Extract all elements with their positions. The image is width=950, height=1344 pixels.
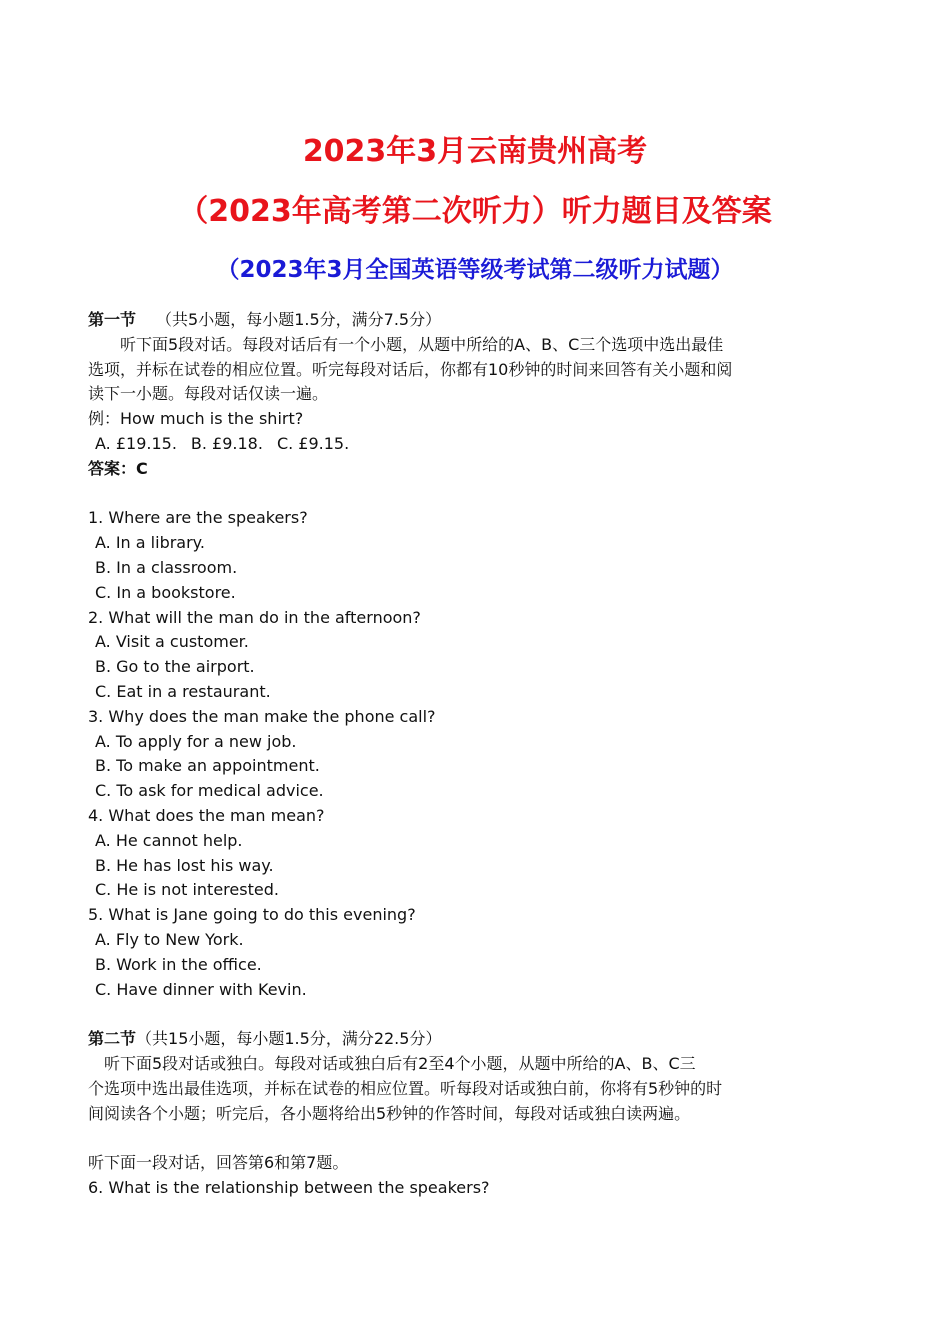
option-c: C. To ask for medical advice. [95, 781, 324, 801]
question-text: 3. Why does the man make the phone call? [88, 706, 436, 726]
page-title-line2: （2023年高考第二次听力）听力题目及答案 [178, 194, 772, 229]
question-block [88, 506, 863, 605]
question-block [88, 903, 863, 1002]
spacer [88, 482, 863, 507]
option-b: B. He has lost his way. [95, 855, 274, 875]
example-question-text: How much is the shirt? [120, 409, 304, 429]
section2-instructions-2: 个选项中选出最佳选项，并标在试卷的相应位置。听每段对话或独白前，你将有5秒钟的时 [88, 1078, 723, 1098]
option-a: A. Fly to New York. [95, 929, 244, 949]
section2-instructions-3: 间阅读各个小题；听完后，各小题将给出5秒钟的作答时间，每段对话或独白读两遍。 [88, 1103, 691, 1123]
section2-instructions-1: 听下面5段对话或独白。每段对话或独白后有2至4个小题，从题中所给的A、B、C三 [104, 1053, 696, 1073]
question-block [88, 705, 863, 804]
option-a: A. Visit a customer. [95, 632, 249, 652]
section1-heading: 第一节 [88, 310, 137, 329]
question-text: 2. What will the man do in the afternoon? [88, 607, 421, 627]
option-b: B. In a classroom. [95, 557, 238, 577]
section1-instructions-1: 听下面5段对话。每段对话后有一个小题，从题中所给的A、B、C三个选项中选出最佳 [120, 334, 724, 354]
option-a: A. To apply for a new job. [95, 731, 297, 751]
section2-header [88, 1027, 863, 1052]
question-block [88, 606, 863, 705]
spacer [88, 1002, 863, 1027]
spacer [88, 1126, 863, 1151]
listen-prompt: 听下面一段对话，回答第6和第7题。 [88, 1153, 349, 1173]
question-text: 1. Where are the speakers? [88, 508, 308, 528]
example-label: 例： [88, 409, 121, 429]
option-c: C. In a bookstore. [95, 582, 236, 602]
section1-meta: （共5小题，每小题1.5分，满分7.5分） [156, 310, 442, 329]
option-c: C. Eat in a restaurant. [95, 681, 271, 701]
example-option-c: C. £9.15. [276, 433, 350, 453]
option-a: A. He cannot help. [95, 830, 243, 850]
example-option-b: B. £9.18. [190, 433, 263, 453]
question-block [88, 804, 863, 903]
section2-heading: 第二节 [88, 1029, 137, 1049]
section1-header [88, 308, 863, 333]
section1-instructions-2: 选项，并标在试卷的相应位置。听完每段对话后，你都有10秒钟的时间来回答有关小题和阅 [88, 359, 733, 379]
option-b: B. To make an appointment. [95, 756, 320, 776]
option-a: A. In a library. [95, 533, 205, 553]
option-b: B. Go to the airport. [95, 657, 255, 677]
question-text: 5. What is Jane going to do this evening? [88, 905, 416, 925]
example-option-a: A. £19.15. [95, 433, 177, 453]
page-title: 2023年3月云南贵州高考 [302, 134, 648, 169]
question-text: 4. What does the man mean? [88, 805, 325, 825]
page-subtitle: （2023年3月全国英语等级考试第二级听力试题） [216, 257, 734, 283]
section2-meta: （共15小题，每小题1.5分，满分22.5分） [136, 1029, 442, 1049]
question-text: 6. What is the relationship between the speakers? [88, 1177, 490, 1197]
option-c: C. Have dinner with Kevin. [95, 979, 307, 999]
example-answer: 答案：C [88, 458, 148, 478]
document-body [88, 308, 863, 1201]
example-question [88, 407, 863, 432]
option-b: B. Work in the office. [95, 954, 262, 974]
section1-instructions-3: 读下一小题。每段对话仅读一遍。 [88, 384, 329, 404]
example-options [88, 432, 863, 457]
option-c: C. He is not interested. [95, 880, 279, 900]
